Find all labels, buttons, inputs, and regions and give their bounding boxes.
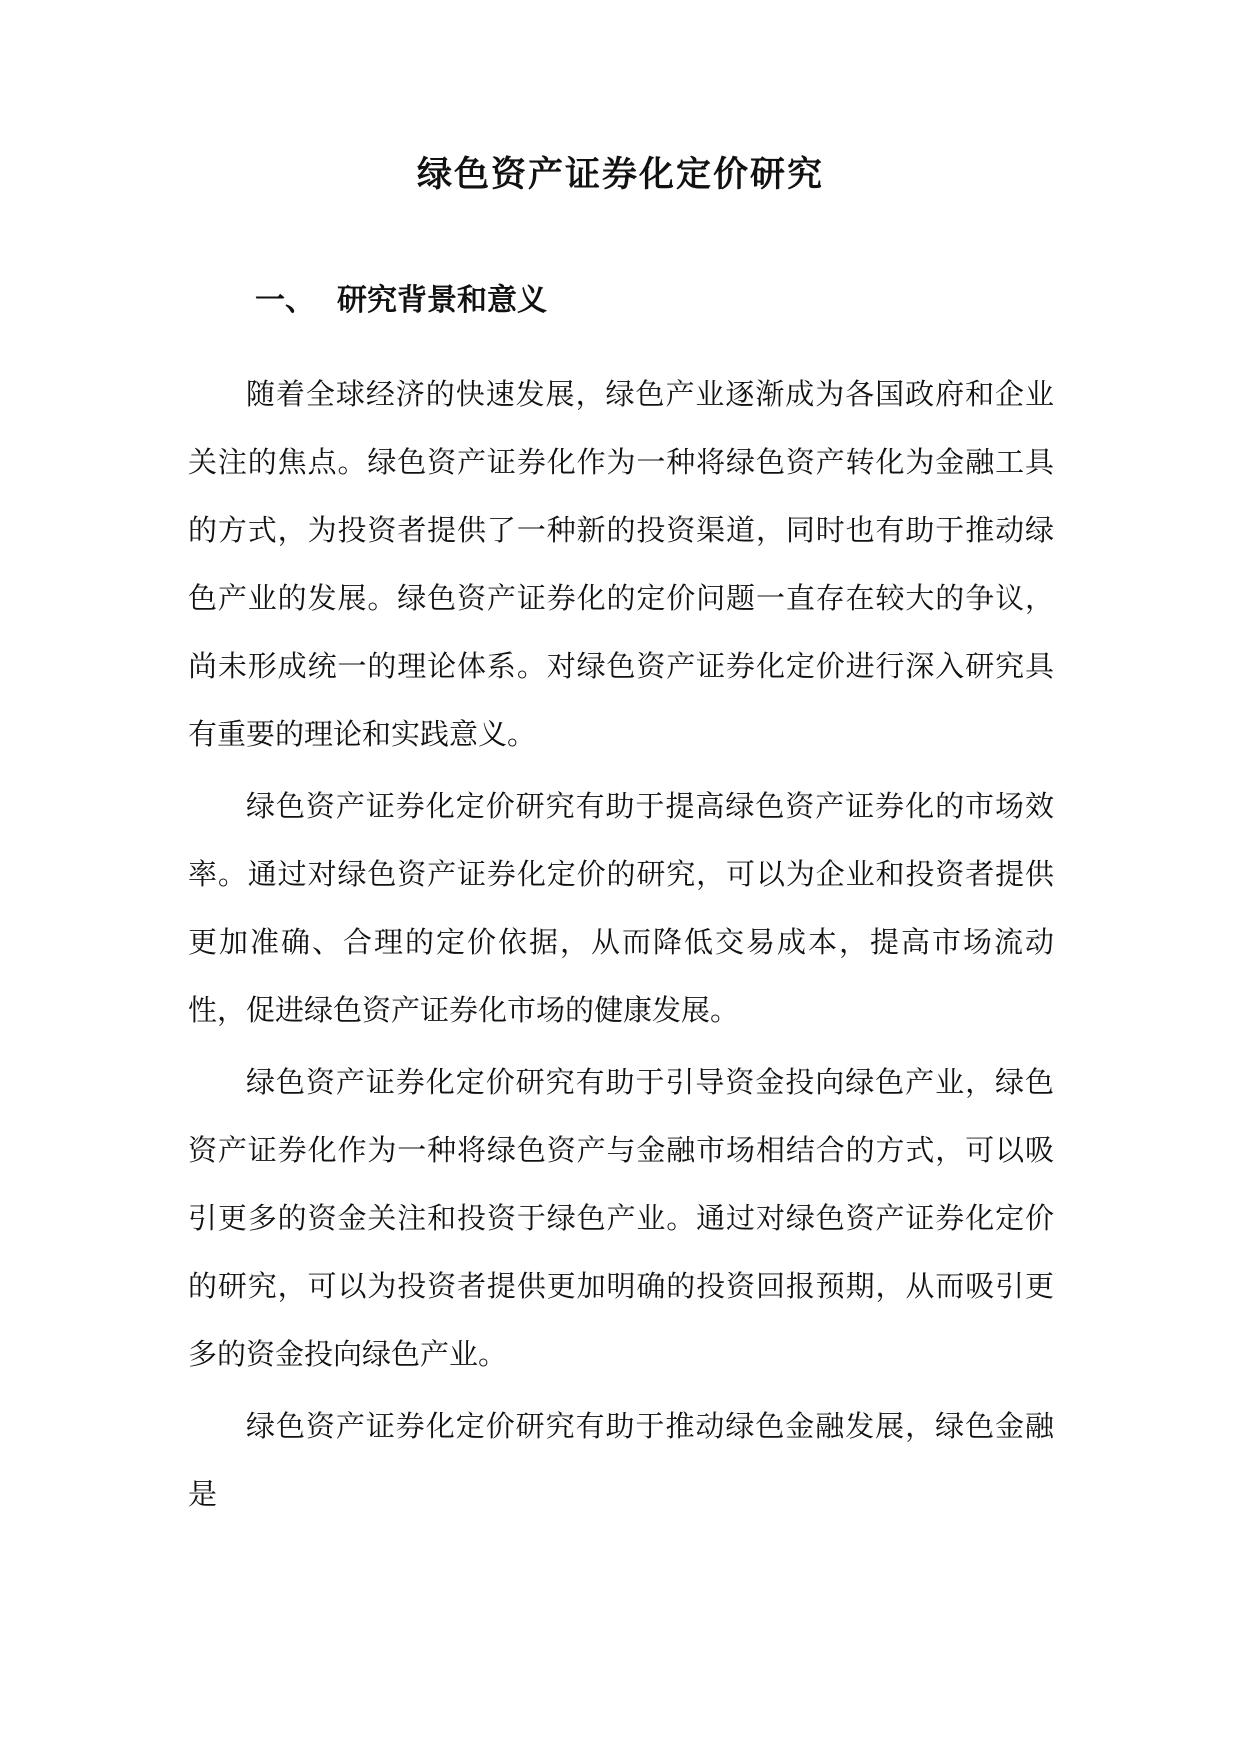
section-title: 研究背景和意义 [337,283,547,318]
paragraph: 绿色资产证券化定价研究有助于提高绿色资产证券化的市场效率。通过对绿色资产证券化定价的研究，可以为企业和投资者提供更加准确、合理的定价依据，从而降低交易成本，提高市场流动性，促进绿色资产证券化市场的健康发展。 [188,789,1054,1027]
paragraph: 绿色资产证券化定价研究有助于引导资金投向绿色产业，绿色资产证券化作为一种将绿色资产与金融市场相结合的方式，可以吸引更多的资金关注和投资于绿色产业。通过对绿色资产证券化定价的研究，可以为投资者提供更加明确的投资回报预期，从而吸引更多的资金投向绿色产业。 [188,1065,1054,1371]
section-heading [255,274,547,328]
paragraph: 随着全球经济的快速发展，绿色产业逐渐成为各国政府和企业关注的焦点。绿色资产证券化作为一种将绿色资产转化为金融工具的方式，为投资者提供了一种新的投资渠道，同时也有助于推动绿色产业的发展。绿色资产证券化的定价问题一直存在较大的争议，尚未形成统一的理论体系。对绿色资产证券化定价进行深入研究具有重要的理论和实践意义。 [188,377,1054,751]
document-body [188,360,1054,1528]
document-title: 绿色资产证券化定价研究 [416,154,824,195]
paragraph: 绿色资产证券化定价研究有助于推动绿色金融发展，绿色金融是 [188,1409,1054,1511]
section-number: 一、 [255,283,315,318]
